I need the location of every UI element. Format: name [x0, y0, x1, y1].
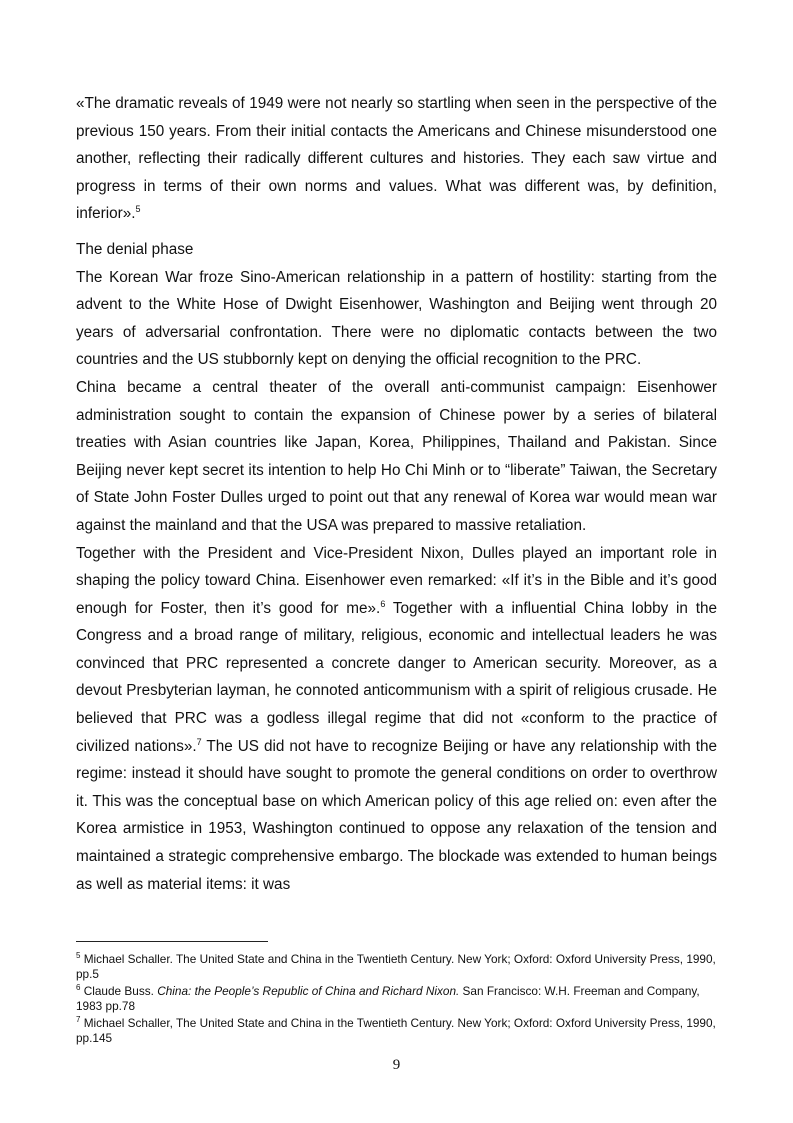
page-body [76, 90, 717, 898]
quote-paragraph [76, 90, 717, 228]
footnote-text: Michael Schaller, The United State and China in the Twentieth Century. New York; Oxford: Oxford University Press, 1990, pp.145 [76, 1015, 716, 1046]
paragraph-dulles-part-c: The US did not have to recognize Beijing or have any relationship with the regime: instead it should have sought to promote the general conditions on order to overthrow it. This was the conceptual base on which American policy of this age relied on: even after the Korea armistice in 1953, Washington continued to oppose any relaxation of the tension and maintained a strategic comprehensive embargo. The blockade was extended to human beings as well as material items: it was [76, 737, 717, 893]
footnote-separator [76, 941, 268, 942]
footnote-6 [76, 984, 717, 1015]
footnote-5 [76, 952, 717, 983]
paragraph-dulles [76, 540, 717, 899]
footnote-number: 7 [76, 1014, 81, 1024]
footnote-number: 5 [76, 951, 81, 960]
footnote-text: Claude Buss. [80, 983, 158, 998]
paragraph-dulles-part-b: Together with a influential China lobby in the Congress and a broad range of military, religious, economic and intellectual leaders he was convinced that PRC represented a concrete danger to American security. Moreover, as a devout Presbyterian layman, he connoted anticommunism with a spirit of religious crusade. He believed that PRC was a godless illegal regime that did not «conform to the practice of civilized nations». [76, 599, 717, 755]
paragraph-anti-communist: China became a central theater of the overall anti-communist campaign: Eisenhower administration sought to contain the expansion of Chinese power by a series of bilateral treaties with Asian countries like Japan, Korea, Philippines, Thailand and Pakistan. Since Beijing never kept secret its intention to help Ho Chi Minh or to “liberate” Taiwan, the Secretary of State John Foster Dulles urged to point out that any renewal of Korea war would mean war against the mainland and that the USA was prepared to massive retaliation. [76, 378, 717, 534]
footnote-ref-7[interactable]: 7 [196, 736, 202, 747]
footnote-text: San Francisco: W.H. Freeman and Company, 1983 pp.78 [76, 983, 700, 1014]
footnote-ref-6[interactable]: 6 [380, 598, 386, 609]
page-number: 9 [392, 1057, 401, 1073]
footnote-text: Michael Schaller. The United State and China in the Twentieth Century. New York; Oxford: Oxford University Press, 1990, pp.5 [76, 952, 716, 982]
section-heading: The denial phase [76, 240, 194, 258]
footnote-title: China: the People’s Republic of China and Richard Nixon. [157, 983, 460, 998]
paragraph-korean-war: The Korean War froze Sino-American relationship in a pattern of hostility: starting from the advent to the White Hose of Dwight Eisenhower, Washington and Beijing went through 20 years of adversarial confrontation. There were no diplomatic contacts between the two countries and the US stubbornly kept on denying the official recognition to the PRC. [76, 268, 717, 369]
footnotes [76, 941, 717, 1047]
footnote-7 [76, 1016, 717, 1047]
quote-text: «The dramatic reveals of 1949 were not nearly so startling when seen in the perspective of the previous 150 years. From their initial contacts the Americans and Chinese misunderstood one another, reflecting their radically different cultures and histories. They each saw virtue and progress in terms of their own norms and values. What was different was, by definition, inferior». [76, 95, 717, 223]
footnote-ref-5[interactable]: 5 [135, 204, 141, 215]
paragraph-dulles-part-a: Together with the President and Vice-President Nixon, Dulles played an important role in shaping the policy toward China. Eisenhower even remarked: «If it’s in the Bible and it’s good enough for Foster, then it’s good for me». [76, 544, 717, 617]
footnote-number: 6 [76, 982, 81, 992]
